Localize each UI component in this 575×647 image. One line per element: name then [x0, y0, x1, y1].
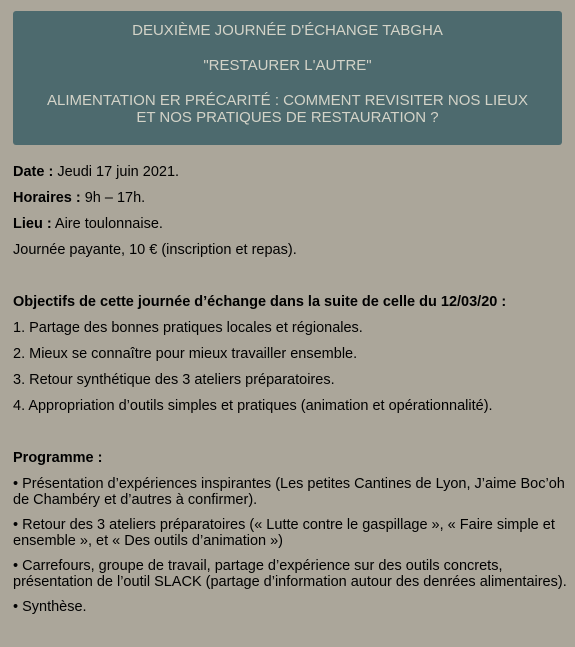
programme-item: • Retour des 3 ateliers préparatoires (« Lutte contre le gaspillage », « Faire simple et ensemble », et « Des outils d’animation ») [13, 517, 555, 549]
objective-item: 2. Mieux se connaître pour mieux travailler ensemble. [13, 346, 358, 362]
hours-line [13, 190, 568, 207]
objective-item: 3. Retour synthétique des 3 ateliers préparatoires. [13, 372, 335, 388]
event-title-banner [13, 11, 562, 145]
objective-item: 4. Appropriation d’outils simples et pratiques (animation et opérationnalité). [13, 398, 493, 414]
date-value: Jeudi 17 juin 2021. [53, 164, 180, 180]
place-value: Aire toulonnaise. [51, 216, 163, 232]
programme-item: • Présentation d’expériences inspirantes (Les petites Cantines de Lyon, J’aime Boc’oh de Chambéry et d’autres à confirmer). [13, 476, 565, 508]
place-label: Lieu : [13, 216, 52, 232]
event-theme-title: "RESTAURER L'AUTRE" [203, 57, 372, 74]
programme-item: • Synthèse. [13, 599, 87, 615]
programme-title: Programme : [13, 450, 103, 466]
date-line [13, 164, 568, 181]
programme-item: • Carrefours, groupe de travail, partage d’expérience sur des outils concrets, présentation de l’outil SLACK (partage d’information autour des denrées alimentaires). [13, 558, 567, 590]
event-subtitle: ALIMENTATION ER PRÉCARITÉ : COMMENT REVISITER NOS LIEUX ET NOS PRATIQUES DE RESTAURATION ? [47, 92, 528, 126]
fee-line: Journée payante, 10 € (inscription et repas). [13, 242, 297, 258]
hours-label: Horaires : [13, 190, 81, 206]
objective-item: 1. Partage des bonnes pratiques locales et régionales. [13, 320, 363, 336]
place-line [13, 216, 568, 233]
hours-value: 9h – 17h. [80, 190, 146, 206]
objectives-title: Objectifs de cette journée d’échange dans la suite de celle du 12/03/20 : [13, 294, 507, 310]
event-details [13, 164, 568, 624]
date-label: Date : [13, 164, 54, 180]
event-series-title: DEUXIÈME JOURNÉE D'ÉCHANGE TABGHA [132, 22, 443, 39]
